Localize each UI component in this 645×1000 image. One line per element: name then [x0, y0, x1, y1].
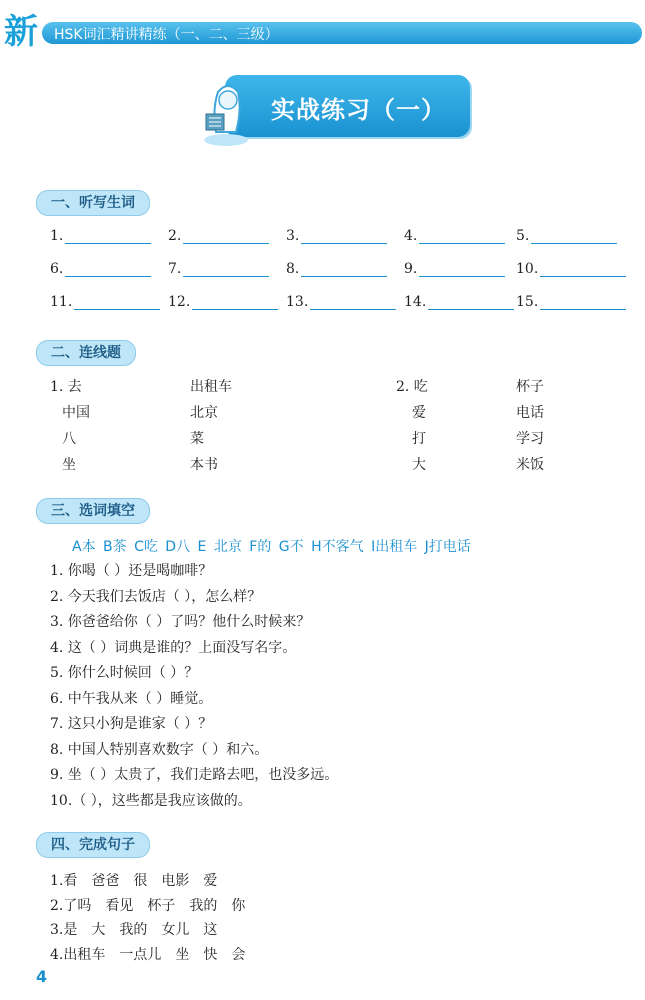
blank-number: 3. [286, 228, 300, 244]
dictation-blank[interactable] [516, 228, 617, 244]
blank-number: 15. [516, 294, 539, 310]
match-right-2b: 电话 [516, 405, 544, 421]
dictation-blank[interactable] [50, 228, 151, 244]
fill-question: 8. 中国人特别喜欢数字（ ）和六。 [50, 741, 269, 758]
mascot-icon [196, 80, 256, 148]
dictation-blank[interactable] [50, 261, 151, 277]
match-left-1a: 1. 去 [50, 379, 82, 395]
fill-question: 6. 中午我从来（ ）睡觉。 [50, 690, 213, 707]
match-right-4b: 米饭 [516, 457, 544, 473]
answer-line[interactable] [301, 229, 387, 244]
blank-number: 14. [404, 294, 427, 310]
blank-number: 4. [404, 228, 418, 244]
answer-line[interactable] [428, 295, 514, 310]
match-right-4a: 大 [412, 457, 426, 473]
match-left-3a: 八 [62, 431, 76, 447]
blank-number: 5. [516, 228, 530, 244]
fill-question: 9. 坐（ ）太贵了，我们走路去吧，也没多远。 [50, 767, 339, 783]
section-sentences-heading: 四、完成句子 [36, 832, 150, 858]
match-right-1b: 杯子 [516, 379, 544, 395]
dictation-blank[interactable] [404, 228, 505, 244]
dictation-blank[interactable] [516, 261, 626, 277]
dictation-blank[interactable] [168, 261, 269, 277]
match-left-4b: 本书 [190, 457, 218, 473]
blank-number: 6. [50, 261, 64, 277]
exercise-title: 实战练习（一） [271, 96, 446, 124]
match-right-3b: 学习 [516, 431, 544, 447]
fill-question: 5. 你什么时候回（ ）？ [50, 665, 199, 681]
section-dictation-heading: 一、听写生词 [36, 190, 150, 216]
answer-line[interactable] [540, 262, 626, 277]
dictation-blank[interactable] [286, 294, 396, 310]
answer-line[interactable] [65, 229, 151, 244]
match-left-3b: 菜 [190, 431, 204, 447]
dictation-blank[interactable] [168, 294, 278, 310]
blank-number: 8. [286, 261, 300, 277]
blank-number: 12. [168, 294, 191, 310]
word-bank: A本 B茶 C吃 D八 E 北京 F的 G不 H不客气 I出租车 J打电话 [72, 539, 471, 555]
match-right-3a: 打 [412, 431, 426, 447]
match-left-2b: 北京 [190, 405, 218, 421]
header-bar [0, 12, 645, 52]
blank-number: 2. [168, 228, 182, 244]
fill-question: 2. 今天我们去饭店（ ），怎么样？ [50, 588, 262, 605]
sentence-item: 1.看 爸爸 很 电影 爱 [50, 873, 218, 889]
match-left-1b: 出租车 [190, 379, 232, 395]
answer-line[interactable] [540, 295, 626, 310]
answer-line[interactable] [192, 295, 278, 310]
exercise-banner [225, 75, 470, 137]
section-fill-heading: 三、选词填空 [36, 498, 150, 524]
fill-question: 10.（ ），这些都是我应该做的。 [50, 792, 252, 809]
answer-line[interactable] [310, 295, 396, 310]
answer-line[interactable] [419, 262, 505, 277]
answer-line[interactable] [531, 229, 617, 244]
section-matching-heading: 二、连线题 [36, 340, 136, 366]
dictation-blank[interactable] [404, 294, 514, 310]
dictation-blank[interactable] [286, 228, 387, 244]
answer-line[interactable] [74, 295, 160, 310]
book-title: HSK词汇精讲精练（一、二、三级） [54, 27, 279, 43]
blank-number: 11. [50, 294, 73, 310]
answer-line[interactable] [419, 229, 505, 244]
blank-number: 13. [286, 294, 309, 310]
fill-question: 7. 这只小狗是谁家（ ）？ [50, 716, 213, 732]
series-logo: 新 [4, 12, 38, 52]
dictation-blank[interactable] [168, 228, 269, 244]
dictation-blank[interactable] [404, 261, 505, 277]
dictation-blank[interactable] [286, 261, 387, 277]
answer-line[interactable] [183, 229, 269, 244]
answer-line[interactable] [65, 262, 151, 277]
answer-line[interactable] [183, 262, 269, 277]
match-right-2a: 爱 [412, 405, 426, 421]
match-right-1a: 2. 吃 [396, 379, 428, 395]
match-left-2a: 中国 [62, 405, 90, 421]
answer-line[interactable] [301, 262, 387, 277]
sentence-item: 3.是 大 我的 女儿 这 [50, 922, 218, 938]
fill-question: 1. 你喝（ ）还是喝咖啡？ [50, 563, 213, 579]
dictation-blank[interactable] [516, 294, 626, 310]
match-left-4a: 坐 [62, 457, 76, 473]
page-number: 4 [36, 967, 48, 986]
blank-number: 10. [516, 261, 539, 277]
blank-number: 1. [50, 228, 64, 244]
fill-question: 3. 你爸爸给你（ ）了吗？他什么时候来？ [50, 614, 311, 630]
dictation-blank[interactable] [50, 294, 160, 310]
sentence-item: 2.了吗 看见 杯子 我的 你 [50, 897, 246, 914]
blank-number: 7. [168, 261, 182, 277]
sentence-item: 4.出租车 一点儿 坐 快 会 [50, 946, 246, 963]
blank-number: 9. [404, 261, 418, 277]
fill-question: 4. 这（ ）词典是谁的？上面没写名字。 [50, 639, 297, 656]
